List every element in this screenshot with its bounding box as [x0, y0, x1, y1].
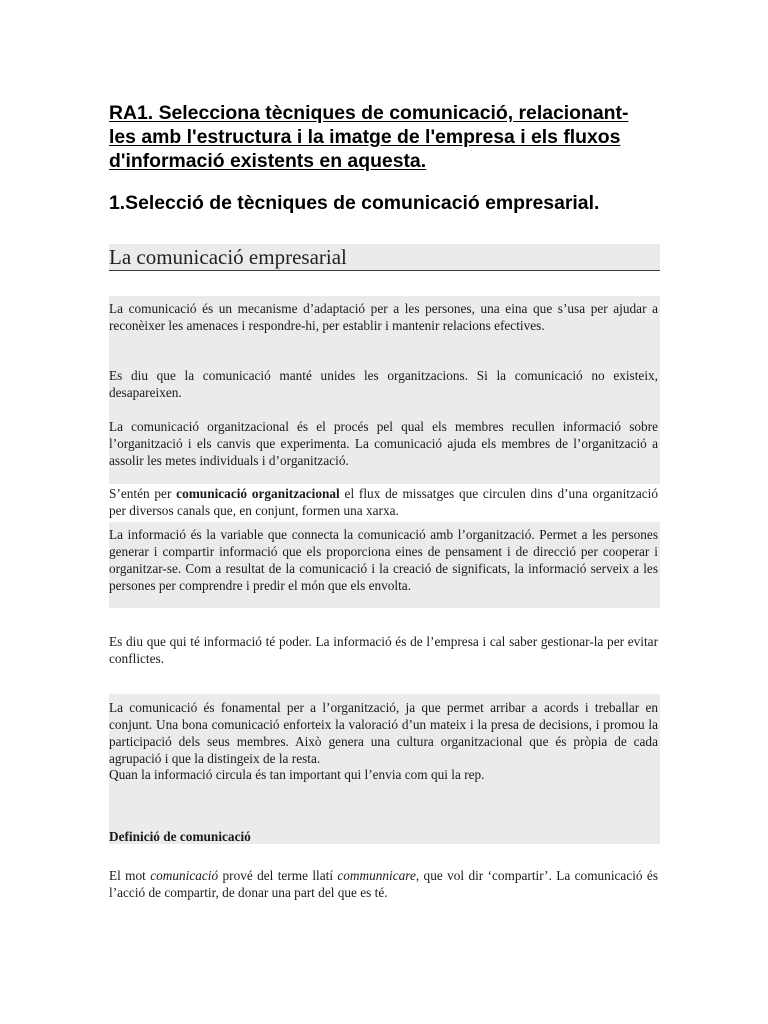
- text-fragment: el flux de missatges que circulen dins d’una organització per diversos canals que, en conjunt, formen una xarxa.: [109, 486, 658, 518]
- bold-term: comunicació organitzacional: [176, 486, 340, 501]
- paragraph-process: La comunicació organitzacional és el procés pel qual els membres recullen informació sobre l’organització i els canvis que experimenta. La comunicació ajuda els membres de l’organització a assolir les metes individuals i d’organització.: [109, 419, 658, 468]
- paragraph-definition-org: [109, 485, 658, 519]
- text-fragment: prové del terme llatí: [218, 868, 338, 883]
- main-heading-line-2: les amb l'estructura i la imatge de l'empresa i els fluxos: [109, 126, 621, 148]
- italic-term: communnicare: [337, 868, 416, 883]
- paragraph-information: La informació és la variable que connecta la comunicació amb l’organització. Permet a les persones generar i compartir informació que els proporciona eines de pensament i de direcció per cooperar i organitzar-se. Com a resultat de la comunicació i la creació de significats, la informació serveix a les persones per comprendre i predir el món que els envolta.: [109, 527, 658, 593]
- subheading: 1.Selecció de tècniques de comunicació empresarial.: [109, 192, 600, 214]
- paragraph-adaptation: La comunicació és un mecanisme d’adaptació per a les persones, una eina que s’usa per ajudar a reconèixer les amenaces i respondre-hi, per establir i mantenir relacions efectives.: [109, 301, 658, 333]
- text-fragment: , que vol dir ‘compartir’. La comunicació és l’acció de compartir, de donar una part del que es té.: [109, 868, 658, 900]
- paragraph-united: Es diu que la comunicació manté unides les organitzacions. Si la comunicació no existeix, desapareixen.: [109, 368, 658, 400]
- main-heading-line-3: d'informació existents en aquesta.: [109, 150, 427, 172]
- italic-term: comunicació: [150, 868, 219, 883]
- text-fragment: El mot: [109, 868, 151, 883]
- paragraph-etymology: [109, 867, 658, 901]
- section-title: La comunicació empresarial: [109, 244, 660, 271]
- paragraph-fundamental: La comunicació és fonamental per a l’organització, ja que permet arribar a acords i treballar en conjunt. Una bona comunicació enforteix la valoració d’un mateix i la presa de decisions, i promou la participació dels seus membres. Això genera una cultura organitzacional que és pròpia de cada agrupació i que la distingeix de la resta.: [109, 700, 658, 766]
- paragraph-circulation: Quan la informació circula és tan important qui l’envia com qui la rep.: [109, 767, 485, 782]
- main-heading-line-1: RA1. Selecciona tècniques de comunicació, relacionant-: [109, 102, 629, 124]
- definition-heading: Definició de comunicació: [109, 829, 251, 844]
- text-fragment: S’entén per: [109, 486, 177, 501]
- main-heading: [109, 101, 661, 173]
- paragraph-power: Es diu que qui té informació té poder. La informació és de l’empresa i cal saber gestionar-la per evitar conflictes.: [109, 634, 658, 666]
